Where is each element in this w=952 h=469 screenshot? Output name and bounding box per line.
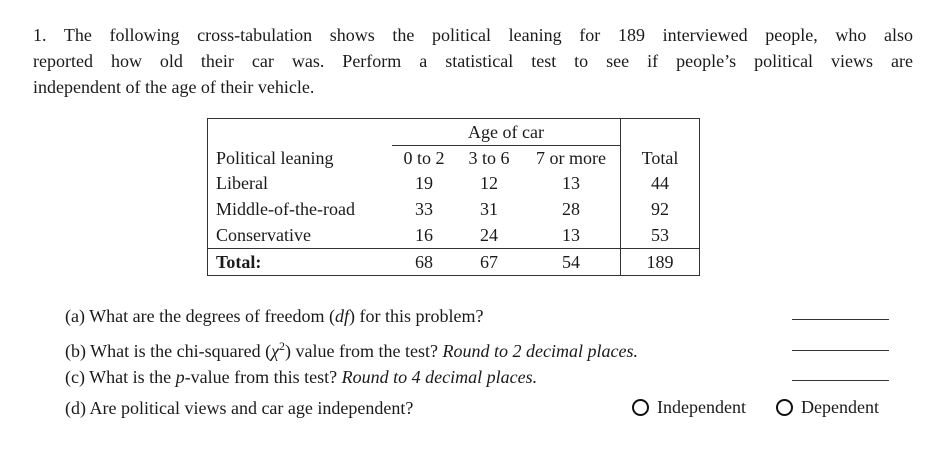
- table-row: [208, 196, 700, 222]
- radio-circle-icon[interactable]: [776, 399, 793, 416]
- cross-tabulation-table: [207, 118, 700, 276]
- row-total: 44: [621, 170, 700, 196]
- chi-exponent: 2: [279, 339, 286, 353]
- question-c-note: Round to 4 decimal places.: [341, 367, 538, 387]
- answer-blank-b[interactable]: [792, 350, 889, 351]
- column-header: 0 to 2: [403, 148, 445, 168]
- table-cell: 33: [415, 199, 433, 219]
- question-d: (d) Are political views and car age independent?: [65, 398, 414, 418]
- table-cell: 13: [562, 173, 580, 193]
- chi-symbol: χ: [271, 341, 280, 361]
- problem-line-3: independent of the age of their vehicle.: [33, 77, 315, 97]
- problem-statement: [33, 22, 913, 100]
- political-leaning-header: Political leaning: [216, 147, 334, 168]
- answer-blank-a[interactable]: [792, 319, 889, 320]
- question-b-note: Round to 2 decimal places.: [442, 341, 638, 361]
- total-row: [208, 249, 700, 276]
- total-row-label: Total:: [208, 249, 393, 276]
- table-cell: 28: [562, 199, 580, 219]
- table-cell: 68: [392, 249, 456, 276]
- table-corner: [208, 119, 393, 146]
- row-label: Middle-of-the-road: [216, 199, 355, 219]
- age-of-car-header: Age of car: [392, 119, 621, 146]
- table-cell: 67: [456, 249, 522, 276]
- row-label: Conservative: [216, 225, 311, 245]
- question-b: (b) What is the chi-squared $(\chi^2)$ value from the test? Round to 2 decimal places.: [65, 339, 638, 361]
- table-cell: 24: [480, 225, 498, 245]
- total-header: Total: [621, 146, 700, 171]
- p-symbol: p: [175, 367, 185, 387]
- row-total: 53: [621, 222, 700, 249]
- row-total: 92: [621, 196, 700, 222]
- option-independent-label: Independent: [657, 397, 746, 417]
- column-header: 7 or more: [536, 148, 606, 168]
- table-row: [208, 170, 700, 196]
- table-row: [208, 222, 700, 249]
- column-header: 3 to 6: [468, 148, 510, 168]
- radio-circle-icon[interactable]: [632, 399, 649, 416]
- question-c: (c) What is the p-value from this test? Round to 4 decimal places.: [65, 367, 538, 387]
- df-symbol: df: [335, 306, 350, 326]
- grand-total: 189: [621, 249, 700, 276]
- question-a: (a) What are the degrees of freedom (df) for this problem?: [65, 306, 484, 326]
- table-cell: 12: [480, 173, 498, 193]
- table-cell: 13: [562, 225, 580, 245]
- problem-line-1: 1. The following cross-tabulation shows the political leaning for 189 interviewed people, who also: [33, 25, 913, 45]
- option-independent[interactable]: [632, 395, 746, 419]
- table-cell: 19: [415, 173, 433, 193]
- table-cell: 16: [415, 225, 433, 245]
- answer-blank-c[interactable]: [792, 380, 889, 381]
- table-cell: 54: [522, 249, 621, 276]
- table-cell: 31: [480, 199, 498, 219]
- option-dependent[interactable]: [776, 395, 879, 419]
- row-label: Liberal: [216, 173, 268, 193]
- option-dependent-label: Dependent: [801, 397, 879, 417]
- total-header-spacer: [621, 119, 700, 146]
- problem-line-2: reported how old their car was. Perform a statistical test to see if people’s political views are: [33, 51, 913, 71]
